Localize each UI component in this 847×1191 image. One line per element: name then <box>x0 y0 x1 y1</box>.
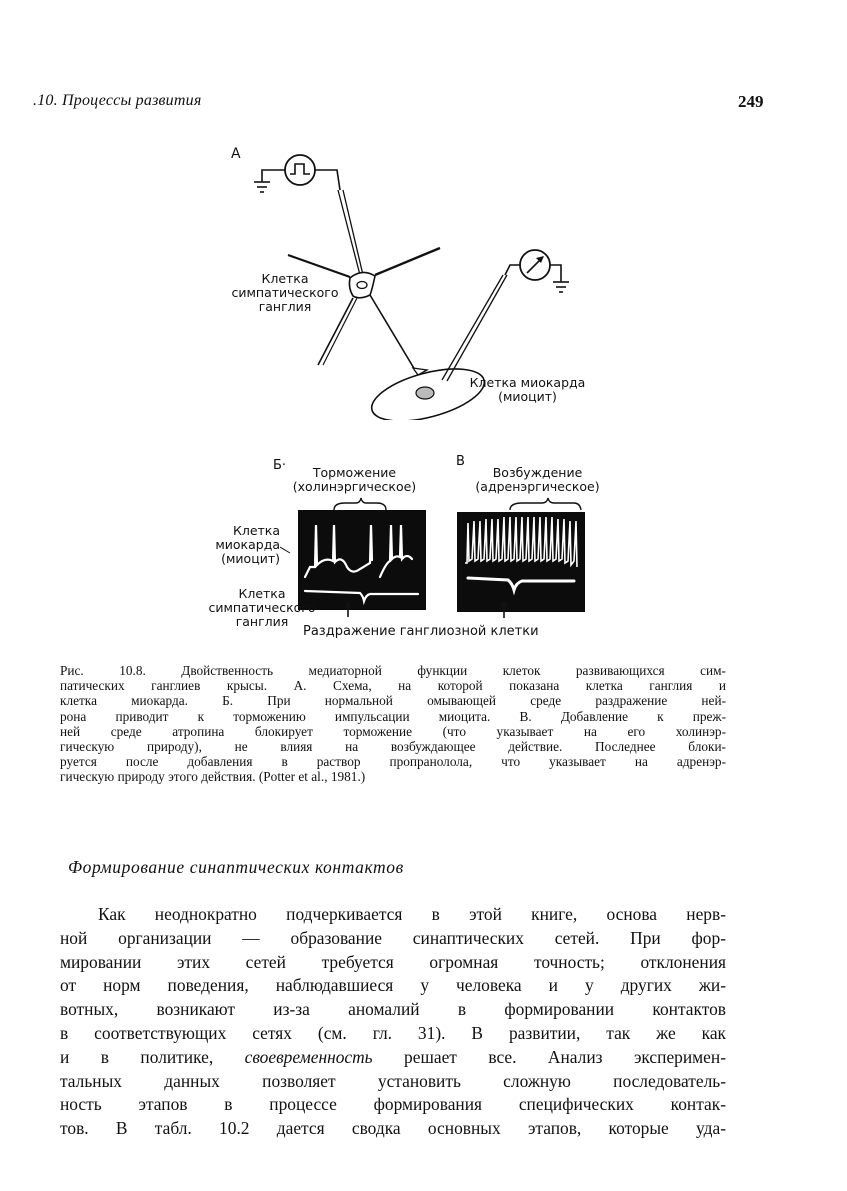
oscilloscope-traces <box>290 495 600 620</box>
body-line: от норм поведения, наблюдавшиеся у человека и у других жи- <box>60 975 726 996</box>
stimulator-icon <box>262 155 315 185</box>
caption-line: ней среде атропина блокирует торможение (что указывает на его холинэр- <box>60 723 726 739</box>
ganglion-trace-label: Клетка симпатического ганглия <box>208 586 316 629</box>
body-line: вотных, возникают из-за аномалий в формировании контактов <box>60 999 726 1020</box>
body-line: ной организации — образование синаптических сетей. При фор- <box>60 927 726 948</box>
body-line: мировании этих сетей требуется огромная точность; отклонения <box>60 951 726 972</box>
panel-v-title: Возбуждение (адренэргическое) <box>475 465 600 494</box>
stimulus-arrow-icon <box>496 598 512 620</box>
caption-line: руется после добавления в раствор пропранолола, что указывает на адренэр- <box>60 754 726 770</box>
ganglion-cell-label: Клетка симпатического ганглия <box>231 271 339 314</box>
caption-line: рона приводит к торможению импульсации миоцита. В. Добавление к преж- <box>60 708 726 724</box>
meter-icon <box>520 250 550 280</box>
panel-a-label: А <box>231 146 241 162</box>
running-head: .10. Процессы развития <box>33 92 202 109</box>
body-line: Как неоднократно подчеркивается в этой книге, основа нерв- <box>98 904 726 924</box>
caption-line: Рис. 10.8. Двойственность медиаторной функции клеток развивающихся сим- <box>60 663 726 678</box>
myocyte-trace-label: Клетка миокарда (миоцит) <box>215 523 280 566</box>
body-line: в соответствующих сетях (см. гл. 31). В развитии, так же как <box>60 1022 726 1043</box>
myocyte-label: Клетка миокарда (миоцит) <box>469 375 586 404</box>
figure-caption <box>60 663 726 785</box>
caption-line: клетка миокарда. Б. При нормальной омывающей среде раздражение ней- <box>60 693 726 709</box>
panel-b-label: Б· <box>273 458 287 473</box>
section-title: Формирование синаптических контактов <box>68 857 404 877</box>
brace-icon <box>510 498 581 510</box>
brace-icon <box>334 498 386 510</box>
caption-line: гическую природу), не влияя на возбуждающее действие. Последнее блоки- <box>60 739 726 755</box>
body-line: ность этапов в процессе формирования специфических контак- <box>60 1094 726 1115</box>
panel-v-label: В <box>456 454 465 469</box>
emphasis: своевременность <box>244 1046 373 1067</box>
panel-b-title: Торможение (холинэргическое) <box>292 465 417 494</box>
caption-line: патических ганглиев крысы. А. Схема, на которой показана клетка ганглия и <box>60 678 726 694</box>
excitation-scope-screen <box>457 512 585 612</box>
ground-icon <box>553 282 569 292</box>
body-line: и в политике, своевременность решает все. Анализ эксперимен- <box>60 1046 727 1067</box>
caption-line: гическую природу этого действия. (Potter et al., 1981.) <box>60 769 366 785</box>
page-number: 249 <box>738 92 764 111</box>
ground-icon <box>254 182 270 192</box>
body-paragraph <box>60 903 726 1141</box>
body-line: тальных данных позволяет установить сложную последователь- <box>60 1070 726 1091</box>
stimulus-label: Раздражение ганглиозной клетки <box>303 624 539 639</box>
label-pointer-line <box>280 545 292 555</box>
body-line: тов. В табл. 10.2 дается сводка основных этапов, которые уда- <box>60 1118 726 1139</box>
